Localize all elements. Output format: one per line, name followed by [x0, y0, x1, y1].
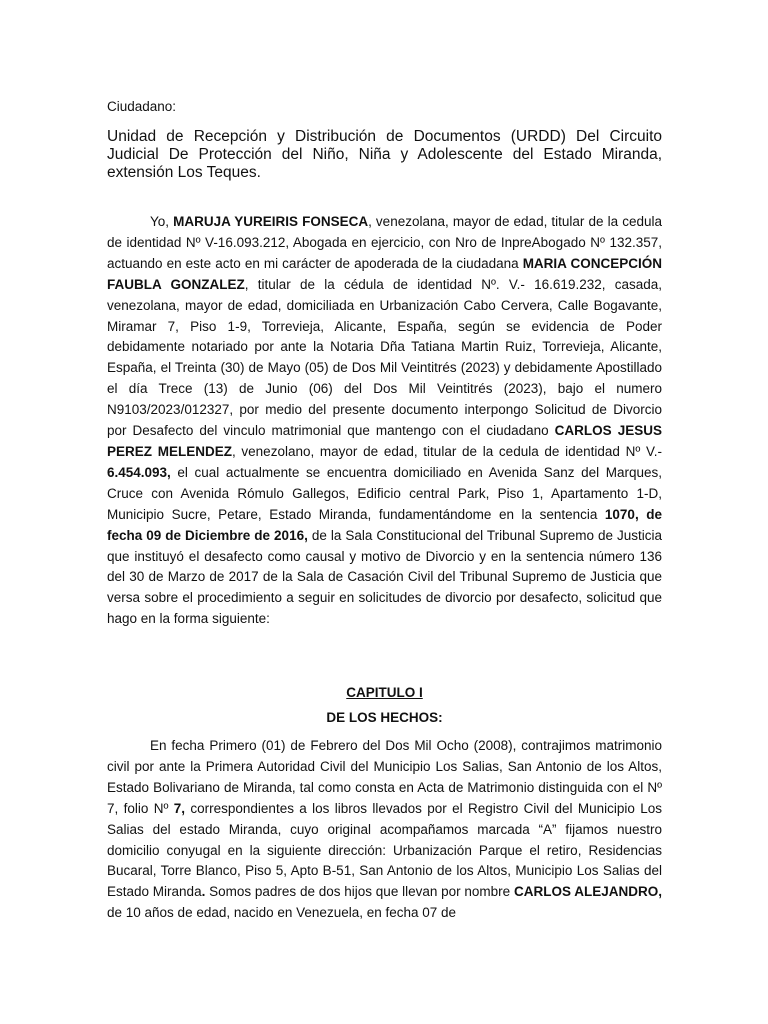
text-run: de 10 años de edad, nacido en Venezuela, en fecha 07 de [107, 905, 457, 921]
paragraph-facts [107, 736, 662, 924]
chapter-subtitle: DE LOS HECHOS: [326, 710, 443, 725]
text-run: el cual actualmente se encuentra domiciliado en Avenida Sanz del Marques, Cruce con Avenida Rómulo Gallegos, Edificio central Park, Piso 1, Apartamento 1-D, Municipio Sucre, Petare, Estado Miranda, fundamentándome en la sentencia [107, 464, 662, 522]
text-run: Somos padres de dos hijos que llevan por nombre [205, 884, 514, 900]
client-name: MARIA CONCEPCIÓN FAUBLA GONZALEZ [107, 255, 662, 292]
text-run: correspondientes a los libros llevados por el Registro Civil del Municipio Los Salias del estado Miranda, cuyo original acompañamos marcada “A” fijamos nuestro domicilio conyugal en la siguiente dirección: Urbanización Parque el retiro, Residencias Bucaral, Torre Blanco, Piso 5, Apto B-51, San Antonio de los Altos, Municipio Los Salias del Estado Miranda [107, 800, 662, 900]
ruling-reference: 1070, de fecha 09 de Diciembre de 2016, [107, 506, 662, 543]
spouse-id-number: 6.454.093, [107, 464, 171, 480]
spouse-name: CARLOS JESUS PEREZ MELENDEZ [107, 423, 662, 459]
text-run: , venezolana, mayor de edad, titular de la cedula de identidad Nº V-16.093.212, Abogada en ejercicio, con Nro de InpreAbogado Nº 132.357, actuando en este acto en mi carácter de apoderada de la ciudadana [107, 214, 663, 271]
addressee-block: Unidad de Recepción y Distribución de Documentos (URDD) Del Circuito Judicial De Protección del Niño, Niña y Adolescente del Estado Miranda, extensión Los Teques. [107, 128, 662, 181]
bold-period: . [201, 884, 206, 900]
text-run: En fecha Primero (01) de Febrero del Dos Mil Ocho (2008), contrajimos matrimonio civil por ante la Primera Autoridad Civil del Municipio Los Salias, San Antonio de los Altos, Estado Bolivariano de Miranda, tal como consta en Acta de Matrimonio distinguida con el Nº 7, folio Nº [107, 738, 662, 816]
paragraph-intro [107, 212, 662, 630]
text-run: , titular de la cédula de identidad Nº. V.- 16.619.232, casada, venezolana, mayor de edad, domiciliada en Urbanización Cabo Cervera, Calle Bogavante, Miramar 7, Piso 1-9, Torrevieja, Alicante, España, según se evidencia de Poder debidamente notariado por ante la Notaria Dña Tatiana Martin Ruiz, Torrevieja, Alicante, España, el Treinta (30) de Mayo (05) de Dos Mil Veintitrés (2023) y debidamente Apostillado el día Trece (13) de Junio (06) del Dos Mil Veintitrés (2023), bajo el numero N9103/2023/012327, por medio del presente documento interpongo Solicitud de Divorcio por Desafecto del vinculo matrimonial que mantengo con el ciudadano [107, 276, 662, 439]
folio-number: 7, [173, 800, 186, 816]
salutation: Ciudadano: [107, 99, 177, 114]
text-run: Yo, [150, 214, 174, 229]
text-run: , venezolano, mayor de edad, titular de la cedula de identidad Nº V.- [231, 443, 662, 459]
attorney-name: MARUJA YUREIRIS FONSECA [173, 214, 369, 229]
child-name: CARLOS ALEJANDRO, [513, 884, 662, 900]
text-run: de la Sala Constitucional del Tribunal Supremo de Justicia que instituyó el desafecto como causal y motivo de Divorcio y en la sentencia número 136 del 30 de Marzo de 2017 de la Sala de Casación Civil del Tribunal Supremo de Justicia que versa sobre el procedimiento a seguir en solicitudes de divorcio por desafecto, solicitud que hago en la forma siguiente: [107, 527, 663, 627]
chapter-title: CAPITULO I [346, 685, 423, 700]
